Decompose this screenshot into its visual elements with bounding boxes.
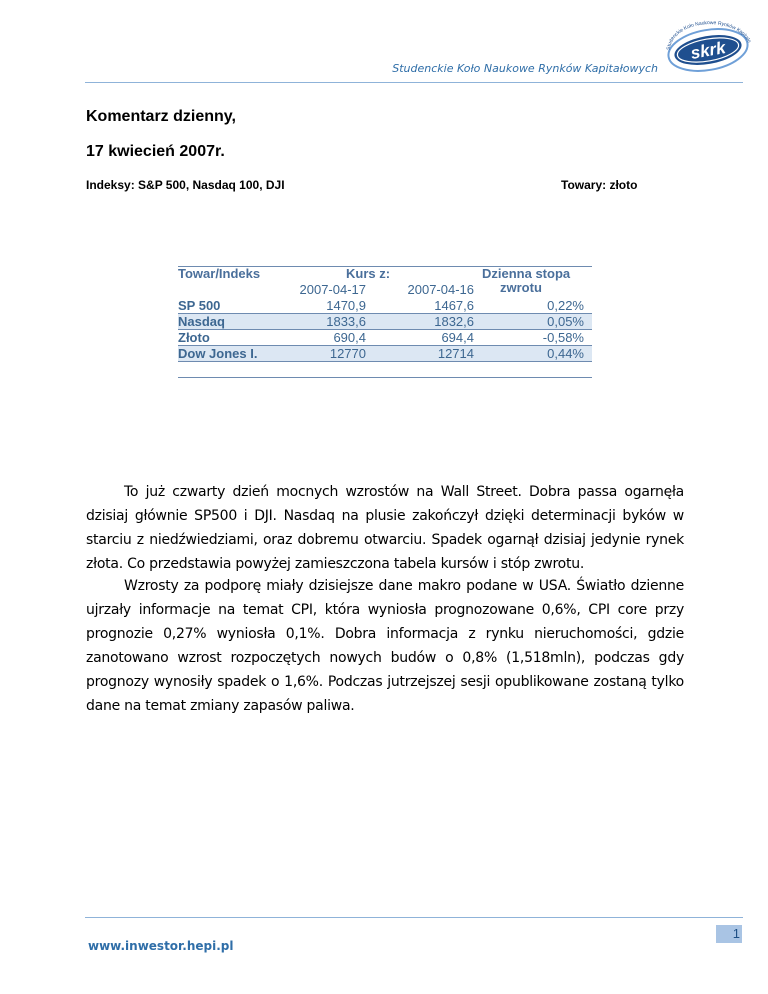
table-bottom-rule xyxy=(178,377,592,378)
table-row-kurs1: 1470,9 xyxy=(326,298,366,313)
table-row-kurs2: 1467,6 xyxy=(434,298,474,313)
table-row-stopa: 0,05% xyxy=(547,314,584,329)
table-header-kurs: Kurs z: xyxy=(346,266,391,281)
table-date-1: 2007-04-17 xyxy=(299,282,366,297)
document-date: 17 kwiecień 2007r. xyxy=(86,143,225,160)
indices-line: Indeksy: S&P 500, Nasdaq 100, DJI xyxy=(86,178,285,192)
table-row-kurs2: 1832,6 xyxy=(434,314,474,329)
table-header-stopa-1: Dzienna stopa xyxy=(482,266,571,281)
table-row-name: Złoto xyxy=(178,330,210,345)
footer-divider xyxy=(85,917,743,918)
table-header-stopa-2: zwrotu xyxy=(500,280,542,295)
document-title: Komentarz dzienny, xyxy=(86,108,236,125)
table-row-kurs1: 690,4 xyxy=(333,330,366,345)
table-row-name: Dow Jones I. xyxy=(178,346,258,361)
header-org-name: Studenckie Koło Naukowe Rynków Kapitałowych xyxy=(392,62,658,75)
table-date-2: 2007-04-16 xyxy=(407,282,474,297)
commodities-line: Towary: złoto xyxy=(561,178,638,192)
header-divider xyxy=(85,82,743,83)
table-row-stopa: -0,58% xyxy=(542,330,584,345)
footer-url[interactable]: www.inwestor.hepi.pl xyxy=(88,939,234,953)
table-row-stopa: 0,44% xyxy=(547,346,584,361)
page-number: 1 xyxy=(716,925,742,943)
table-row-name: Nasdaq xyxy=(178,314,225,329)
quotes-table xyxy=(178,266,592,390)
logo-caption: Studenckie Koło Naukowe Rynków Kapitało xyxy=(665,20,753,51)
table-row-stopa: 0,22% xyxy=(547,298,584,313)
logo-graphic xyxy=(656,12,758,80)
skrk-logo xyxy=(656,12,758,80)
table-row-kurs1: 12770 xyxy=(329,346,366,361)
table-row-kurs2: 12714 xyxy=(437,346,474,361)
table-row-kurs2: 694,4 xyxy=(441,330,474,345)
body-paragraph-2: Wzrosty za podporę miały dzisiejsze dane makro podane w USA. Światło dzienne ujrzały informacje na temat CPI, która wyniosła prognozowane 0,6%, CPI core przy prognozie 0,27% wyniosła 0,1%. Dobra informacja z rynku nieruchomości, gdzie zanotowano wzrost rozpoczętych nowych budów o 0,8% (1,518mln), podczas gdy prognozy wynosiły spadek o 1,6%. Podczas jutrzejszej sesji opublikowane zostaną tylko dane na temat zmiany zapasów paliwa. xyxy=(86,578,684,714)
logo-text: skrk xyxy=(689,38,727,63)
body-paragraph-1: To już czwarty dzień mocnych wzrostów na Wall Street. Dobra passa ogarnęła dzisiaj głównie SP500 i DJI. Nasdaq na plusie zakończył dzięki determinacji byków w starciu z niedźwiedziami, oraz dobremu otwarciu. Spadek ogarnął dzisiaj jedynie rynek złota. Co przedstawia powyżej zamieszczona tabela kursów i stóp zwrotu. xyxy=(86,484,684,572)
table-header-towar: Towar/Indeks xyxy=(178,266,261,281)
table-row-name: SP 500 xyxy=(178,298,221,313)
table-row-kurs1: 1833,6 xyxy=(326,314,366,329)
